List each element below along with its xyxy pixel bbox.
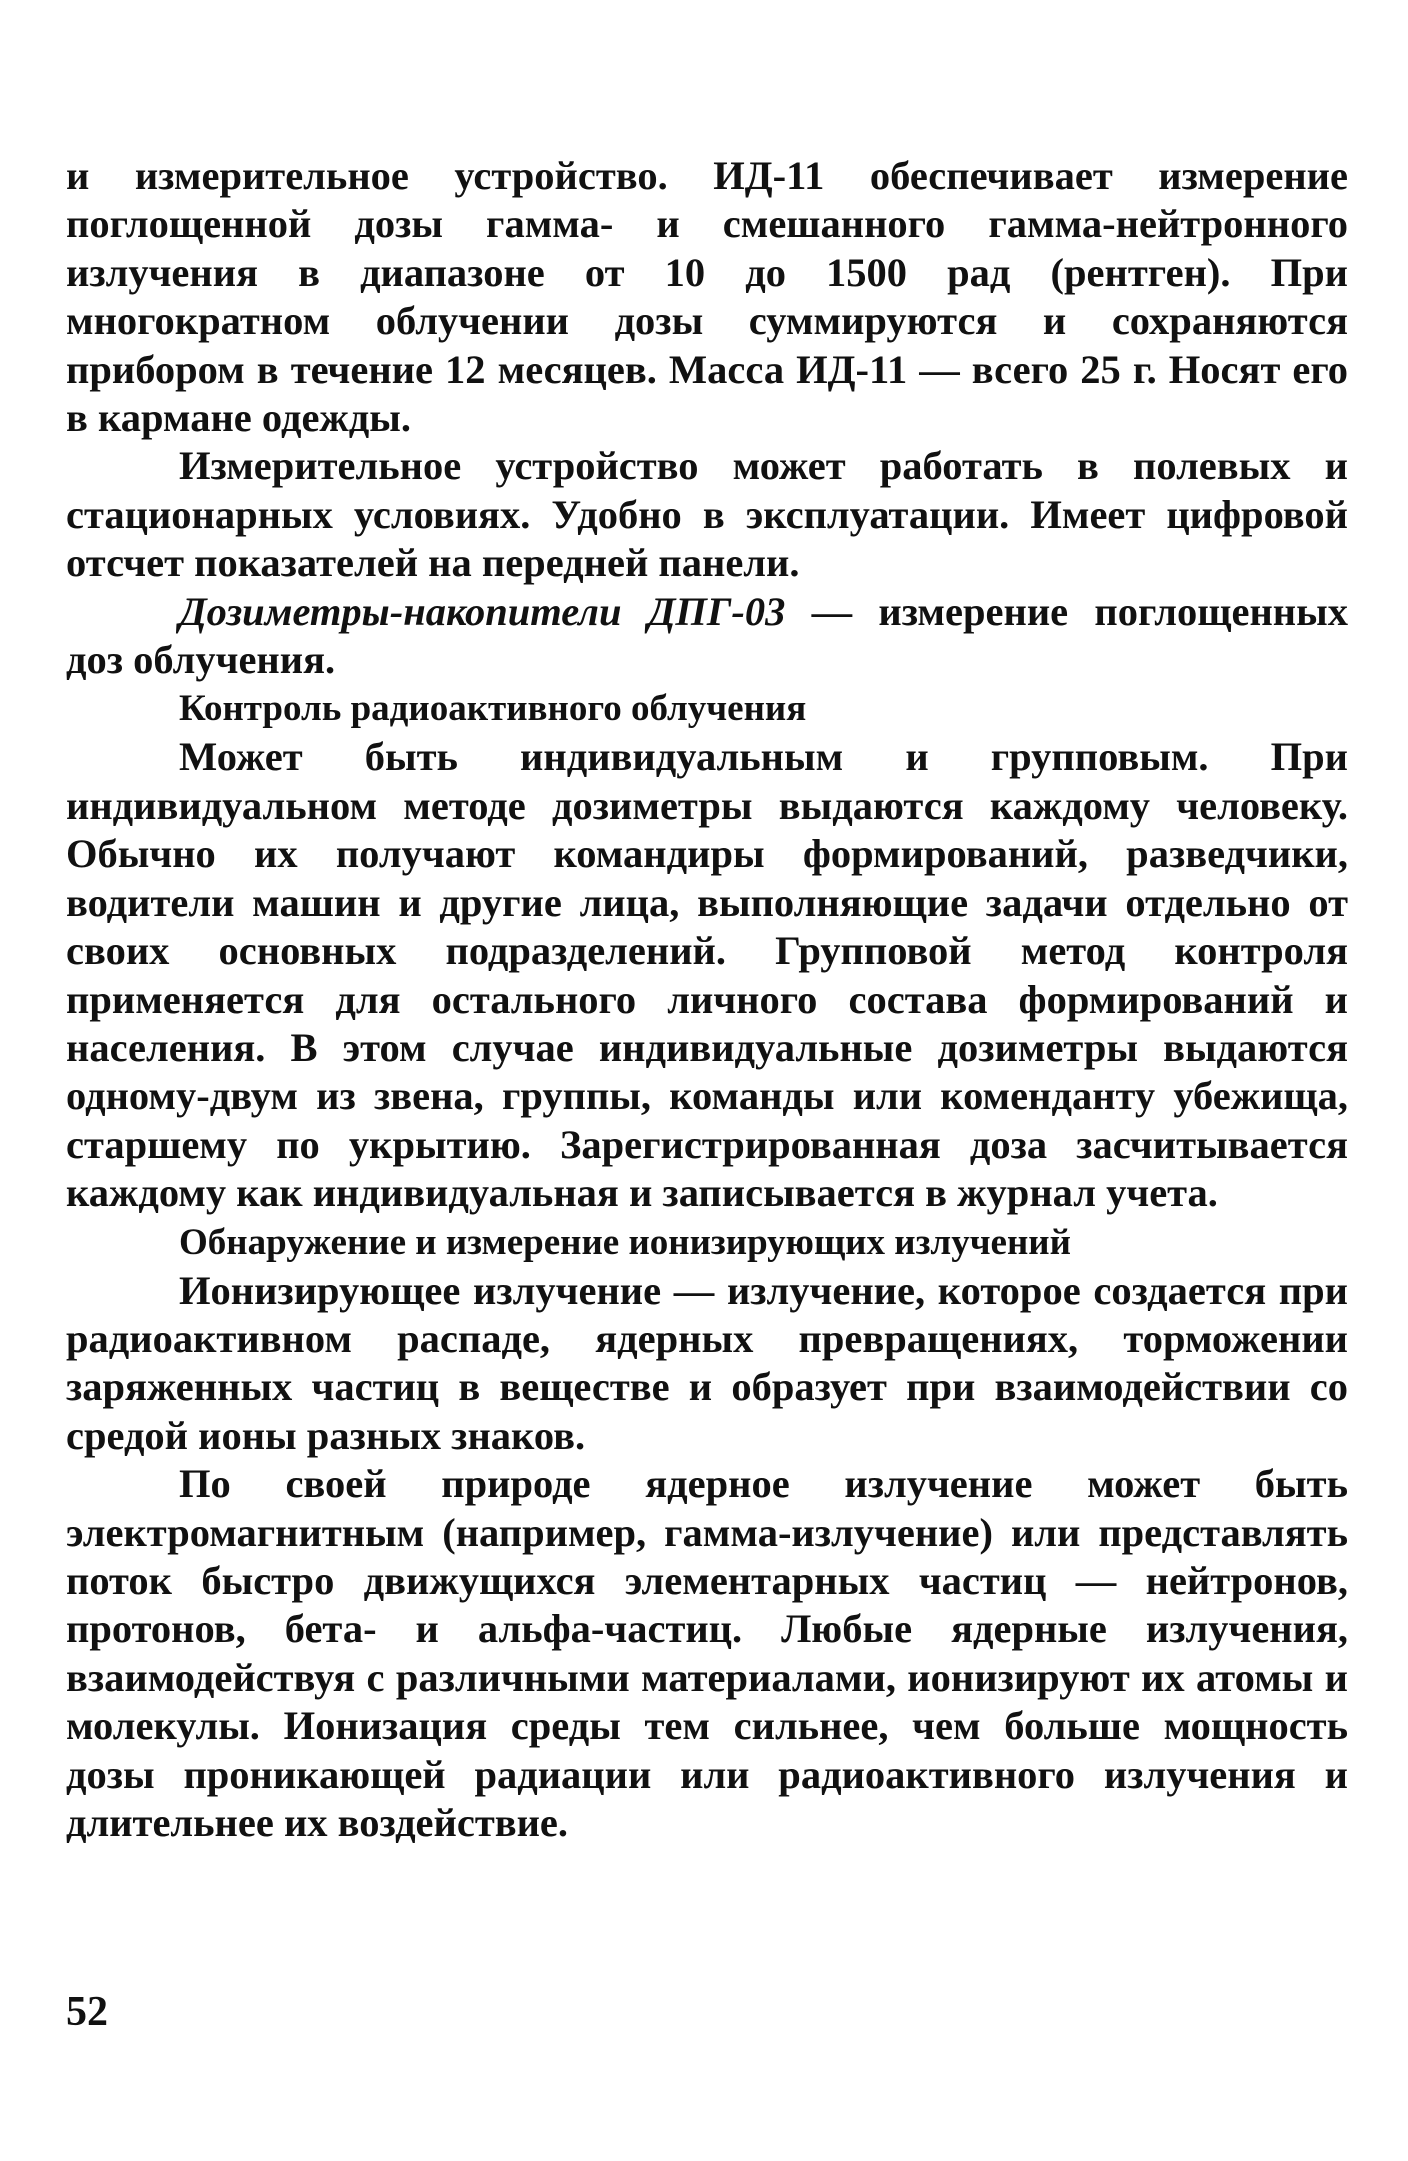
paragraph-dpg-03	[66, 588, 1348, 685]
page-number: 52	[66, 1989, 108, 2035]
paragraph-id-11-description: и измерительное устройство. ИД-11 обеспечивает измерение поглощенной дозы гамма- и смешанного гамма-нейтронного излучения в диапазоне от 10 до 1500 рад (рентген). При многократном облучении дозы суммируются и сохраняются прибором в течение 12 месяцев. Масса ИД-11 — всего 25 г. Носят его в кармане одежды.	[66, 153, 1348, 441]
heading-detection-measurement: Обнаружение и измерение ионизирующих излучений	[179, 1221, 1071, 1263]
paragraph-radiation-nature: По своей природе ядерное излучение может быть электромагнитным (например, гамма-излучение) или представлять поток быстро движущихся элементарных частиц — нейтронов, протонов, бета- и альфа-частиц. Любые ядерные излучения, взаимодействуя с различными материалами, ионизируют их атомы и молекулы. Ионизация среды тем сильнее, чем больше мощность дозы проникающей радиации или радиоактивного излучения и длительнее их воздействие.	[66, 1461, 1348, 1845]
paragraph-dpg-03-text: — измерение поглощенных доз облучения.	[66, 588, 1348, 683]
paragraph-control-methods: Может быть индивидуальным и групповым. При индивидуальном методе дозиметры выдаются каждому человеку. Обычно их получают командиры формирований, разведчики, водители машин и другие лица, выполняющие задачи отдельно от своих основных подразделений. Групповой метод контроля применяется для остального личного состава формирований и населения. В этом случае индивидуальные дозиметры выдаются одному-двум из звена, группы, команды или коменданту убежища, старшему по укрытию. Зарегистрированная доза засчитывается каждому как индивидуальная и записывается в журнал учета.	[66, 734, 1348, 1216]
heading-radioactive-exposure-control: Контроль радиоактивного облучения	[179, 688, 807, 730]
paragraph-measuring-device: Измерительное устройство может работать в полевых и стационарных условиях. Удобно в эксплуатации. Имеет цифровой отсчет показателей на передней панели.	[66, 443, 1348, 586]
term-dosimeters-accumulators: Дозиметры-накопители ДПГ-03	[179, 588, 786, 634]
paragraph-ionizing-definition: Ионизирующее излучение — излучение, которое создается при радиоактивном распаде, ядерных превращениях, торможении заряженных частиц в веществе и образует при взаимодействии со средой ионы разных знаков.	[66, 1267, 1348, 1458]
page-body	[66, 152, 1348, 1847]
